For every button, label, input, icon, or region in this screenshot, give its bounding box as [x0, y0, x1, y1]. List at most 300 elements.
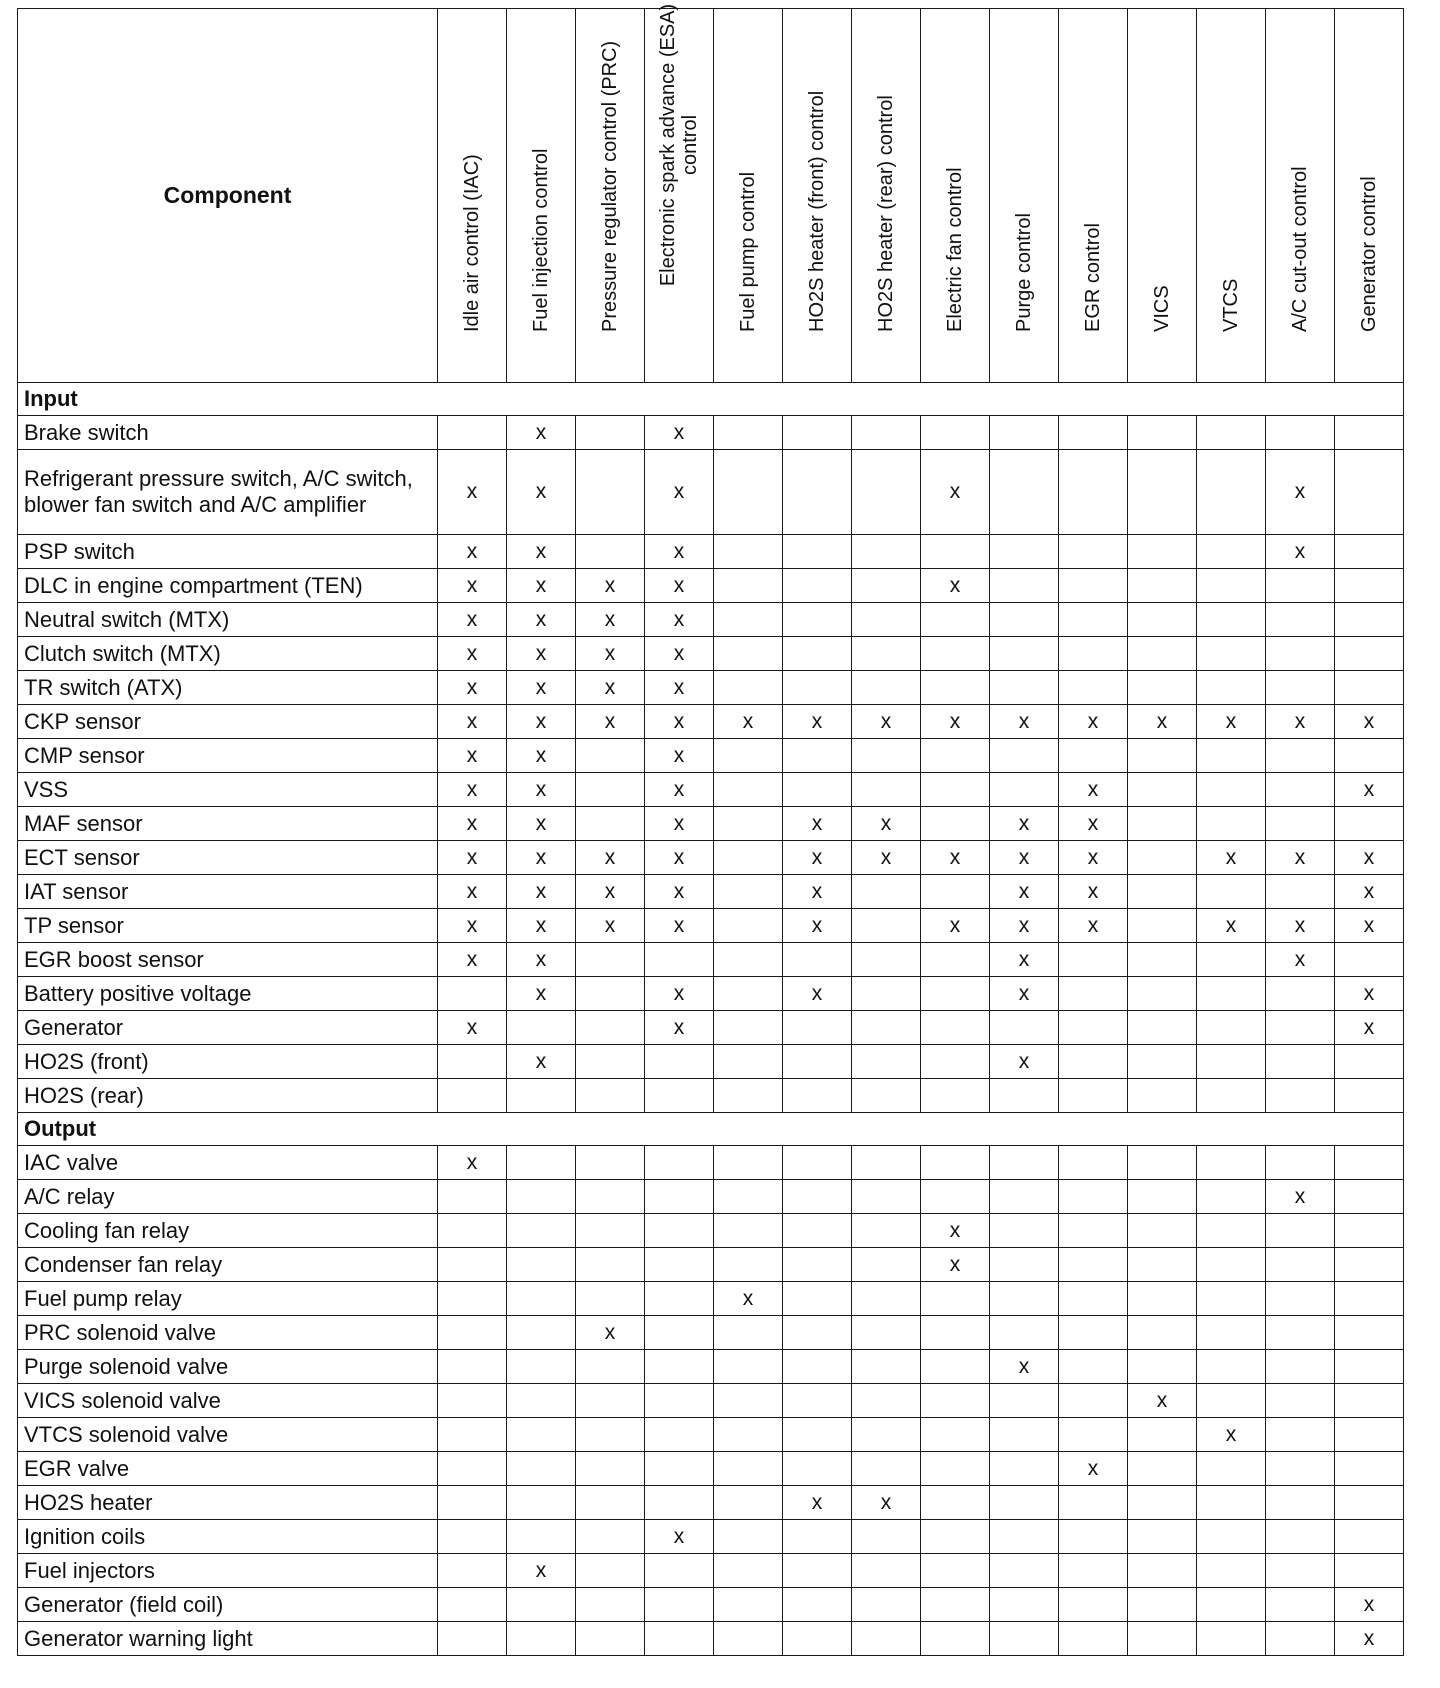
check-mark-cell: x	[576, 1316, 645, 1350]
component-label: Fuel injectors	[18, 1554, 438, 1588]
empty-cell	[783, 1079, 852, 1113]
check-mark-cell: x	[576, 841, 645, 875]
empty-cell	[1266, 1554, 1335, 1588]
empty-cell	[645, 1486, 714, 1520]
empty-cell	[576, 1554, 645, 1588]
component-label: TP sensor	[18, 909, 438, 943]
check-mark-cell: x	[1197, 909, 1266, 943]
check-mark-cell: x	[1335, 773, 1404, 807]
empty-cell	[1128, 1045, 1197, 1079]
empty-cell	[1197, 1282, 1266, 1316]
table-row	[18, 1588, 1404, 1622]
empty-cell	[1266, 739, 1335, 773]
check-mark-cell: x	[507, 773, 576, 807]
section-title: Input	[18, 383, 1404, 416]
table-row	[18, 841, 1404, 875]
empty-cell	[1059, 637, 1128, 671]
check-mark-cell: x	[1059, 1452, 1128, 1486]
empty-cell	[1197, 1588, 1266, 1622]
component-label: Generator warning light	[18, 1622, 438, 1656]
check-mark-cell: x	[645, 807, 714, 841]
empty-cell	[714, 569, 783, 603]
component-label: VTCS solenoid valve	[18, 1418, 438, 1452]
col-header: Electronic spark advance (ESA) control	[645, 9, 714, 383]
table-row	[18, 773, 1404, 807]
empty-cell	[1128, 1452, 1197, 1486]
check-mark-cell: x	[645, 739, 714, 773]
check-mark-cell: x	[990, 1045, 1059, 1079]
empty-cell	[852, 450, 921, 535]
empty-cell	[714, 1146, 783, 1180]
empty-cell	[1197, 1011, 1266, 1045]
table-row	[18, 807, 1404, 841]
empty-cell	[1197, 875, 1266, 909]
check-mark-cell: x	[507, 637, 576, 671]
empty-cell	[714, 1045, 783, 1079]
empty-cell	[852, 1180, 921, 1214]
empty-cell	[1128, 416, 1197, 450]
empty-cell	[714, 807, 783, 841]
empty-cell	[1197, 1554, 1266, 1588]
check-mark-cell: x	[438, 841, 507, 875]
empty-cell	[645, 1384, 714, 1418]
check-mark-cell: x	[576, 637, 645, 671]
empty-cell	[714, 637, 783, 671]
empty-cell	[921, 1384, 990, 1418]
empty-cell	[576, 1214, 645, 1248]
empty-cell	[783, 1180, 852, 1214]
empty-cell	[783, 773, 852, 807]
col-header: Fuel injection control	[507, 9, 576, 383]
empty-cell	[507, 1214, 576, 1248]
empty-cell	[1266, 1045, 1335, 1079]
check-mark-cell: x	[1059, 909, 1128, 943]
empty-cell	[576, 1622, 645, 1656]
empty-cell	[783, 535, 852, 569]
empty-cell	[1335, 1248, 1404, 1282]
check-mark-cell: x	[1128, 1384, 1197, 1418]
empty-cell	[921, 535, 990, 569]
component-label: PRC solenoid valve	[18, 1316, 438, 1350]
table-row	[18, 1384, 1404, 1418]
empty-cell	[921, 637, 990, 671]
component-label: ECT sensor	[18, 841, 438, 875]
empty-cell	[783, 1418, 852, 1452]
empty-cell	[783, 1045, 852, 1079]
component-label: HO2S (rear)	[18, 1079, 438, 1113]
empty-cell	[1335, 1282, 1404, 1316]
empty-cell	[714, 875, 783, 909]
empty-cell	[645, 1214, 714, 1248]
empty-cell	[507, 1452, 576, 1486]
empty-cell	[990, 1079, 1059, 1113]
table-row	[18, 1622, 1404, 1656]
empty-cell	[645, 1316, 714, 1350]
table-row	[18, 909, 1404, 943]
check-mark-cell: x	[645, 977, 714, 1011]
check-mark-cell: x	[990, 841, 1059, 875]
table-row	[18, 943, 1404, 977]
check-mark-cell: x	[852, 1486, 921, 1520]
empty-cell	[1266, 1384, 1335, 1418]
empty-cell	[852, 1316, 921, 1350]
empty-cell	[1197, 1248, 1266, 1282]
empty-cell	[1197, 1350, 1266, 1384]
empty-cell	[1197, 977, 1266, 1011]
empty-cell	[1128, 671, 1197, 705]
empty-cell	[1197, 739, 1266, 773]
check-mark-cell: x	[921, 841, 990, 875]
empty-cell	[1197, 1316, 1266, 1350]
empty-cell	[1335, 1418, 1404, 1452]
empty-cell	[1197, 637, 1266, 671]
check-mark-cell: x	[783, 977, 852, 1011]
empty-cell	[921, 1146, 990, 1180]
empty-cell	[921, 875, 990, 909]
empty-cell	[852, 416, 921, 450]
table-row	[18, 739, 1404, 773]
component-label: EGR valve	[18, 1452, 438, 1486]
empty-cell	[852, 535, 921, 569]
empty-cell	[852, 1452, 921, 1486]
empty-cell	[1128, 807, 1197, 841]
table-row	[18, 1316, 1404, 1350]
empty-cell	[1266, 773, 1335, 807]
empty-cell	[1335, 1384, 1404, 1418]
empty-cell	[645, 1180, 714, 1214]
empty-cell	[1059, 1350, 1128, 1384]
component-label: CKP sensor	[18, 705, 438, 739]
empty-cell	[507, 1282, 576, 1316]
check-mark-cell: x	[783, 875, 852, 909]
empty-cell	[1128, 739, 1197, 773]
empty-cell	[1266, 1622, 1335, 1656]
component-label: Purge solenoid valve	[18, 1350, 438, 1384]
component-column-header: Component	[18, 9, 438, 383]
check-mark-cell: x	[1266, 841, 1335, 875]
empty-cell	[645, 1452, 714, 1486]
empty-cell	[852, 1350, 921, 1384]
empty-cell	[852, 1282, 921, 1316]
empty-cell	[990, 450, 1059, 535]
component-label: HO2S heater	[18, 1486, 438, 1520]
empty-cell	[507, 1350, 576, 1384]
empty-cell	[714, 943, 783, 977]
empty-cell	[438, 1418, 507, 1452]
empty-cell	[921, 1282, 990, 1316]
empty-cell	[1059, 1011, 1128, 1045]
empty-cell	[714, 1418, 783, 1452]
empty-cell	[507, 1486, 576, 1520]
empty-cell	[576, 1452, 645, 1486]
empty-cell	[1128, 1248, 1197, 1282]
component-label: VSS	[18, 773, 438, 807]
check-mark-cell: x	[990, 909, 1059, 943]
empty-cell	[921, 1622, 990, 1656]
empty-cell	[990, 1622, 1059, 1656]
empty-cell	[1335, 1486, 1404, 1520]
empty-cell	[1128, 909, 1197, 943]
empty-cell	[1059, 1622, 1128, 1656]
check-mark-cell: x	[645, 569, 714, 603]
empty-cell	[507, 1520, 576, 1554]
empty-cell	[1059, 1486, 1128, 1520]
check-mark-cell: x	[990, 977, 1059, 1011]
check-mark-cell: x	[852, 705, 921, 739]
component-label: A/C relay	[18, 1180, 438, 1214]
check-mark-cell: x	[1059, 875, 1128, 909]
empty-cell	[576, 943, 645, 977]
empty-cell	[576, 1282, 645, 1316]
header-row	[18, 9, 1404, 383]
empty-cell	[714, 977, 783, 1011]
component-label: Brake switch	[18, 416, 438, 450]
table-row	[18, 535, 1404, 569]
component-label: DLC in engine compartment (TEN)	[18, 569, 438, 603]
empty-cell	[1128, 1418, 1197, 1452]
empty-cell	[1059, 671, 1128, 705]
empty-cell	[990, 1384, 1059, 1418]
empty-cell	[1128, 1214, 1197, 1248]
empty-cell	[1128, 450, 1197, 535]
empty-cell	[1266, 1486, 1335, 1520]
component-label: Battery positive voltage	[18, 977, 438, 1011]
table-row	[18, 705, 1404, 739]
check-mark-cell: x	[921, 705, 990, 739]
empty-cell	[1059, 603, 1128, 637]
check-mark-cell: x	[507, 1045, 576, 1079]
empty-cell	[1197, 1384, 1266, 1418]
empty-cell	[714, 416, 783, 450]
empty-cell	[576, 1079, 645, 1113]
check-mark-cell: x	[783, 807, 852, 841]
check-mark-cell: x	[1128, 705, 1197, 739]
empty-cell	[783, 450, 852, 535]
check-mark-cell: x	[645, 705, 714, 739]
empty-cell	[1059, 450, 1128, 535]
empty-cell	[576, 1146, 645, 1180]
empty-cell	[852, 1248, 921, 1282]
component-label: Generator	[18, 1011, 438, 1045]
component-label: Clutch switch (MTX)	[18, 637, 438, 671]
empty-cell	[783, 1248, 852, 1282]
empty-cell	[1335, 416, 1404, 450]
empty-cell	[507, 1011, 576, 1045]
empty-cell	[783, 603, 852, 637]
empty-cell	[576, 1045, 645, 1079]
empty-cell	[1197, 569, 1266, 603]
check-mark-cell: x	[645, 637, 714, 671]
check-mark-cell: x	[990, 807, 1059, 841]
section-title: Output	[18, 1113, 1404, 1146]
empty-cell	[1335, 739, 1404, 773]
component-label: Condenser fan relay	[18, 1248, 438, 1282]
empty-cell	[852, 1384, 921, 1418]
col-header: Generator control	[1335, 9, 1404, 383]
empty-cell	[1128, 603, 1197, 637]
empty-cell	[990, 1146, 1059, 1180]
empty-cell	[1128, 773, 1197, 807]
check-mark-cell: x	[438, 1011, 507, 1045]
check-mark-cell: x	[1266, 535, 1335, 569]
empty-cell	[438, 1180, 507, 1214]
empty-cell	[1335, 807, 1404, 841]
check-mark-cell: x	[1197, 841, 1266, 875]
empty-cell	[438, 1588, 507, 1622]
table-row	[18, 416, 1404, 450]
empty-cell	[990, 1418, 1059, 1452]
empty-cell	[576, 807, 645, 841]
col-header: Electric fan control	[921, 9, 990, 383]
table-row	[18, 875, 1404, 909]
check-mark-cell: x	[438, 1146, 507, 1180]
check-mark-cell: x	[507, 569, 576, 603]
empty-cell	[645, 1622, 714, 1656]
empty-cell	[1266, 875, 1335, 909]
check-mark-cell: x	[507, 943, 576, 977]
empty-cell	[1266, 1452, 1335, 1486]
empty-cell	[1197, 1520, 1266, 1554]
empty-cell	[507, 1079, 576, 1113]
empty-cell	[852, 603, 921, 637]
empty-cell	[921, 1316, 990, 1350]
table-row	[18, 1452, 1404, 1486]
empty-cell	[783, 739, 852, 773]
empty-cell	[576, 1520, 645, 1554]
empty-cell	[783, 1520, 852, 1554]
check-mark-cell: x	[507, 909, 576, 943]
table-row	[18, 1520, 1404, 1554]
component-label: MAF sensor	[18, 807, 438, 841]
table-row	[18, 671, 1404, 705]
empty-cell	[576, 1011, 645, 1045]
col-header: Pressure regulator control (PRC)	[576, 9, 645, 383]
table-row	[18, 977, 1404, 1011]
empty-cell	[1266, 569, 1335, 603]
empty-cell	[921, 1350, 990, 1384]
empty-cell	[1128, 841, 1197, 875]
empty-cell	[852, 1214, 921, 1248]
check-mark-cell: x	[1059, 841, 1128, 875]
empty-cell	[921, 603, 990, 637]
check-mark-cell: x	[438, 807, 507, 841]
section-row-output	[18, 1113, 1404, 1146]
table-row	[18, 450, 1404, 535]
component-label: Neutral switch (MTX)	[18, 603, 438, 637]
empty-cell	[438, 1079, 507, 1113]
empty-cell	[645, 943, 714, 977]
empty-cell	[1128, 1146, 1197, 1180]
empty-cell	[1128, 1350, 1197, 1384]
empty-cell	[714, 1384, 783, 1418]
empty-cell	[921, 1520, 990, 1554]
check-mark-cell: x	[645, 416, 714, 450]
empty-cell	[1059, 739, 1128, 773]
empty-cell	[783, 1588, 852, 1622]
empty-cell	[783, 943, 852, 977]
empty-cell	[438, 1520, 507, 1554]
component-label: PSP switch	[18, 535, 438, 569]
empty-cell	[1128, 1079, 1197, 1113]
empty-cell	[507, 1180, 576, 1214]
check-mark-cell: x	[507, 841, 576, 875]
empty-cell	[576, 1588, 645, 1622]
empty-cell	[990, 1282, 1059, 1316]
check-mark-cell: x	[438, 773, 507, 807]
empty-cell	[714, 1486, 783, 1520]
empty-cell	[852, 1588, 921, 1622]
check-mark-cell: x	[1266, 450, 1335, 535]
check-mark-cell: x	[576, 569, 645, 603]
empty-cell	[1335, 450, 1404, 535]
col-header: Fuel pump control	[714, 9, 783, 383]
empty-cell	[1266, 1011, 1335, 1045]
check-mark-cell: x	[921, 909, 990, 943]
table-row	[18, 637, 1404, 671]
empty-cell	[990, 1452, 1059, 1486]
check-mark-cell: x	[645, 1520, 714, 1554]
check-mark-cell: x	[783, 841, 852, 875]
component-label: HO2S (front)	[18, 1045, 438, 1079]
col-header: VICS	[1128, 9, 1197, 383]
empty-cell	[1059, 1180, 1128, 1214]
empty-cell	[1059, 1045, 1128, 1079]
empty-cell	[1335, 1214, 1404, 1248]
table-row	[18, 1180, 1404, 1214]
check-mark-cell: x	[438, 909, 507, 943]
empty-cell	[507, 1316, 576, 1350]
empty-cell	[1335, 1452, 1404, 1486]
empty-cell	[645, 1146, 714, 1180]
check-mark-cell: x	[1335, 909, 1404, 943]
empty-cell	[921, 977, 990, 1011]
check-mark-cell: x	[645, 841, 714, 875]
table-row	[18, 603, 1404, 637]
empty-cell	[1197, 1486, 1266, 1520]
empty-cell	[1197, 1079, 1266, 1113]
empty-cell	[921, 1554, 990, 1588]
empty-cell	[714, 450, 783, 535]
table-row	[18, 1045, 1404, 1079]
empty-cell	[1059, 1418, 1128, 1452]
check-mark-cell: x	[783, 1486, 852, 1520]
check-mark-cell: x	[438, 637, 507, 671]
empty-cell	[438, 977, 507, 1011]
check-mark-cell: x	[852, 841, 921, 875]
empty-cell	[921, 1180, 990, 1214]
check-mark-cell: x	[1335, 841, 1404, 875]
empty-cell	[990, 773, 1059, 807]
empty-cell	[645, 1282, 714, 1316]
empty-cell	[990, 1214, 1059, 1248]
empty-cell	[714, 1554, 783, 1588]
empty-cell	[990, 535, 1059, 569]
check-mark-cell: x	[1266, 705, 1335, 739]
empty-cell	[507, 1588, 576, 1622]
empty-cell	[714, 1214, 783, 1248]
empty-cell	[714, 909, 783, 943]
empty-cell	[990, 1248, 1059, 1282]
empty-cell	[1128, 1282, 1197, 1316]
empty-cell	[645, 1418, 714, 1452]
check-mark-cell: x	[1059, 773, 1128, 807]
check-mark-cell: x	[507, 739, 576, 773]
empty-cell	[576, 1486, 645, 1520]
empty-cell	[714, 1520, 783, 1554]
check-mark-cell: x	[1059, 807, 1128, 841]
check-mark-cell: x	[1197, 1418, 1266, 1452]
empty-cell	[438, 1350, 507, 1384]
